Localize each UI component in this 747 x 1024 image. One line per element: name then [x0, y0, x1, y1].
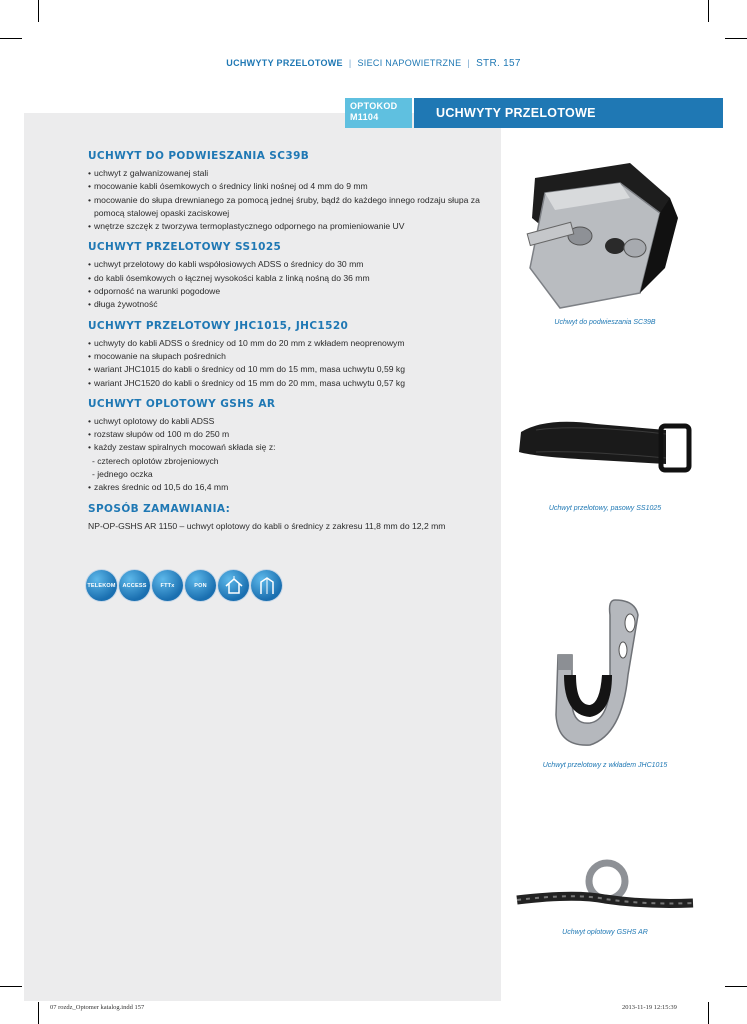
list-item: • wariant JHC1520 do kabli o średnicy od 15 mm do 20 mm, masa uchwytu 0,57 kg	[88, 377, 488, 390]
crop-mark	[0, 986, 22, 987]
building-icon	[251, 570, 282, 601]
header-category: SIECI NAPOWIETRZNE	[357, 58, 462, 68]
jhc1015-hook-image	[550, 595, 650, 755]
badge-access: ACCESS	[119, 570, 150, 601]
running-header: UCHWYTY PRZELOTOWE | SIECI NAPOWIETRZNE | STR. 157	[226, 58, 521, 69]
badge-telekom: TELEKOM	[86, 570, 117, 601]
section-jhc	[88, 320, 488, 390]
section-ss1025	[88, 241, 488, 311]
list-subitem: - jednego oczka	[92, 469, 153, 480]
footer-timestamp: 2013-11-19 12:15:39	[622, 1004, 677, 1011]
list-item: • zakres średnic od 10,5 do 16,4 mm	[88, 481, 488, 494]
optokod-label: OPTOKOD	[350, 101, 398, 111]
gshs-ar-grip-image	[515, 855, 695, 920]
crop-mark	[0, 38, 22, 39]
crop-mark	[38, 1002, 39, 1024]
list-item: • długa żywotność	[88, 298, 488, 311]
crop-mark	[708, 1002, 709, 1024]
sc39b-clamp-image	[520, 158, 690, 318]
list-item: • rozstaw słupów od 100 m do 250 m	[88, 428, 488, 441]
list-item: • mocowanie kabli ósemkowych o średnicy linki nośnej od 4 mm do 9 mm	[88, 180, 488, 193]
network-badges	[86, 570, 282, 601]
crop-mark	[725, 38, 747, 39]
list-item: • odporność na warunki pogodowe	[88, 285, 488, 298]
header-section: UCHWYTY PRZELOTOWE	[226, 58, 343, 68]
page-title: UCHWYTY PRZELOTOWE	[414, 98, 723, 128]
order-heading: SPOSÓB ZAMAWIANIA:	[88, 502, 231, 515]
list-item: • do kabli ósemkowych o łącznej wysokości kabla z linką nośną do 36 mm	[88, 272, 488, 285]
badge-pon: PON	[185, 570, 216, 601]
section-heading: UCHWYT OPLOTOWY GSHS AR	[88, 397, 276, 410]
list-item: • uchwyt oplotowy do kabli ADSS	[88, 415, 488, 428]
caption-ss1025: Uchwyt przelotowy, pasowy SS1025	[548, 505, 662, 512]
list-item: • wnętrze szczęk z tworzywa termoplastycznego odpornego na promieniowanie UV	[88, 220, 488, 233]
section-sc39b	[88, 150, 488, 233]
list-item: • uchwyty do kabli ADSS o średnicy od 10 mm do 20 mm z wkładem neoprenowym	[88, 337, 488, 350]
product-descriptions	[88, 150, 488, 541]
footer-file: 07 rozdz_Optomer katalog.indd 157	[50, 1004, 145, 1011]
crop-mark	[708, 0, 709, 22]
order-text: NP-OP-GSHS AR 1150 – uchwyt oplotowy do kabli o średnicy z zakresu 11,8 mm do 12,2 mm	[88, 520, 446, 531]
section-heading: UCHWYT PRZELOTOWY JHC1015, JHC1520	[88, 319, 349, 332]
list-subitem: - czterech oplotów zbrojeniowych	[92, 455, 219, 466]
section-gshs	[88, 398, 488, 495]
section-heading: UCHWYT PRZELOTOWY SS1025	[88, 241, 282, 254]
ss1025-strap-image	[516, 412, 696, 482]
header-page: STR. 157	[476, 58, 521, 69]
list-item: • mocowanie na słupach pośrednich	[88, 350, 488, 363]
list-item: • każdy zestaw spiralnych mocowań składa się z:	[88, 441, 488, 454]
list-item: • uchwyt z galwanizowanej stali	[88, 167, 488, 180]
section-order	[88, 503, 488, 533]
house-icon	[218, 570, 249, 601]
caption-gshs-ar: Uchwyt oplotowy GSHS AR	[562, 929, 648, 936]
badge-fttx: FTTx	[152, 570, 183, 601]
optokod-value: M1104	[350, 112, 379, 122]
crop-mark	[725, 986, 747, 987]
list-item: • uchwyt przelotowy do kabli współosiowych ADSS o średnicy do 30 mm	[88, 258, 488, 271]
crop-mark	[38, 0, 39, 22]
optokod-box	[345, 98, 412, 128]
section-heading: UCHWYT DO PODWIESZANIA SC39B	[88, 150, 310, 162]
list-item: • mocowanie do słupa drewnianego za pomocą jednej śruby, bądź do każdego innego rodzaju słupa za pomocą stalowej opaski zaciskowej	[88, 194, 488, 221]
caption-sc39b: Uchwyt do podwieszania SC39B	[554, 319, 656, 326]
caption-jhc1015: Uchwyt przelotowy z wkładem JHC1015	[542, 762, 668, 769]
list-item: • wariant JHC1015 do kabli o średnicy od 10 mm do 15 mm, masa uchwytu 0,59 kg	[88, 363, 488, 376]
